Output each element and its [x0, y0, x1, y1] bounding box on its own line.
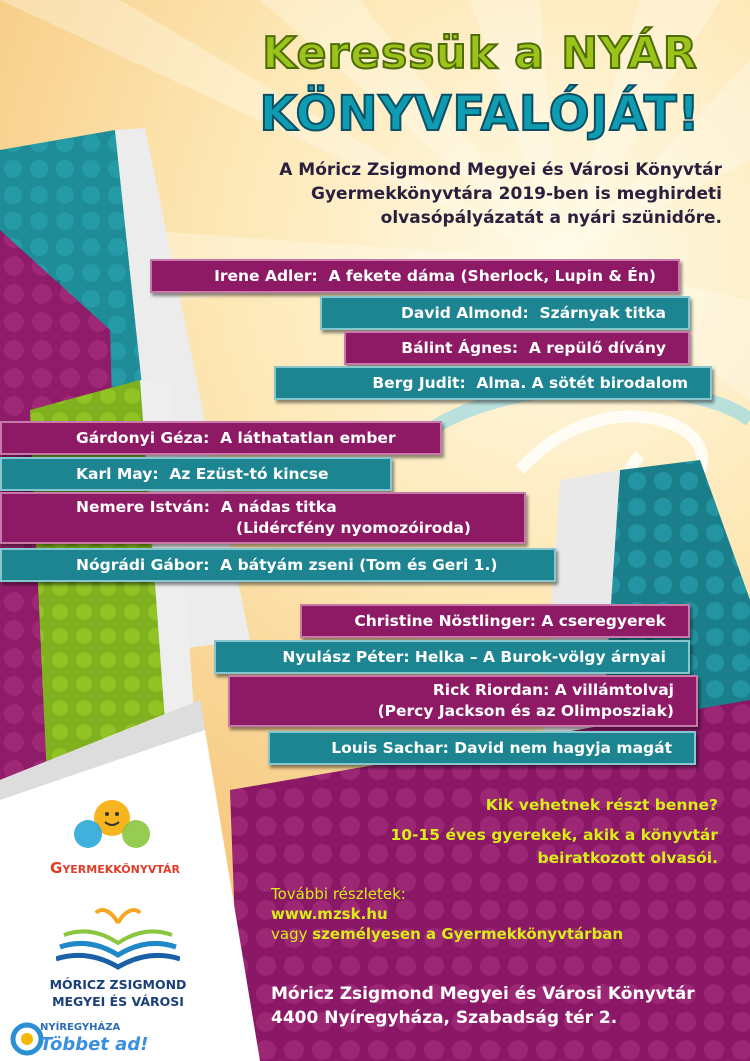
- more-info: [271, 884, 623, 944]
- book-title-7: Nemere István: A nádas titka: [76, 498, 337, 516]
- eligibility-answer: [390, 824, 718, 870]
- city-slogan: Többet ad!: [40, 1034, 149, 1055]
- book-title-8: Nógrádi Gábor: A bátyám zseni (Tom és Geri 1.): [76, 556, 498, 574]
- book-bar-5: [0, 421, 442, 455]
- intro-text: [260, 158, 722, 230]
- kids-library-logo-text: Gyermekkönyvtár: [50, 859, 180, 877]
- intro-line-2: Gyermekkönyvtára 2019-ben is meghirdeti: [311, 184, 722, 204]
- open-book-logo-icon: [56, 905, 180, 975]
- eligibility-question: Kik vehetnek részt benne?: [485, 796, 718, 814]
- more-info-prefix: vagy: [271, 925, 313, 943]
- eligibility-answer-line-1: 10-15 éves gyerekek, akik a könyvtár: [390, 826, 718, 844]
- address-line-2: 4400 Nyíregyháza, Szabadság tér 2.: [271, 1008, 618, 1028]
- more-info-place: személyesen a Gyermekkönyvtárban: [312, 925, 624, 943]
- library-logo-text: [40, 976, 196, 1010]
- book-title-1: Irene Adler: A fekete dáma (Sherlock, Lupin & Én): [214, 267, 656, 285]
- book-title-5: Gárdonyi Géza: A láthatatlan ember: [76, 429, 396, 447]
- more-info-label: További részletek:: [271, 885, 406, 903]
- headline-line-2: KÖNYVFALÓJÁT!: [259, 86, 701, 142]
- city-logo-icon: [10, 1022, 44, 1056]
- book-bar-1: [150, 259, 680, 293]
- book-bar-8: [0, 548, 556, 582]
- book-title-3: Bálint Ágnes: A repülő dívány: [401, 339, 666, 357]
- book-bar-12: [268, 731, 696, 765]
- book-bar-3: [344, 331, 690, 365]
- address-line-1: Móricz Zsigmond Megyei és Városi Könyvtár: [271, 984, 695, 1004]
- kids-library-logo-icon: [60, 792, 170, 858]
- book-title-12: Louis Sachar: David nem hagyja magát: [331, 739, 672, 757]
- book-title-4: Berg Judit: Alma. A sötét birodalom: [372, 374, 688, 392]
- website-link[interactable]: www.mzsk.hu: [271, 905, 388, 923]
- book-subtitle-7: (Lidércfény nyomozóiroda): [236, 519, 472, 537]
- book-subtitle-11: (Percy Jackson és az Olimposziak): [377, 702, 674, 720]
- intro-line-1: A Móricz Zsigmond Megyei és Városi Könyvtár: [279, 160, 722, 180]
- book-title-6: Karl May: Az Ezüst-tó kincse: [76, 465, 329, 483]
- library-address: [271, 982, 695, 1030]
- eligibility-answer-line-2: beiratkozott olvasói.: [537, 849, 718, 867]
- book-title-9: Christine Nöstlinger: A cseregyerek: [354, 612, 666, 630]
- book-bar-6: [0, 457, 392, 491]
- book-bar-2: [320, 296, 690, 330]
- book-title-10: Nyulász Péter: Helka – A Burok-völgy árnyai: [282, 648, 666, 666]
- library-logo-line-1: MÓRICZ ZSIGMOND: [49, 977, 187, 992]
- book-bar-11: [228, 675, 698, 727]
- book-bar-4: [274, 366, 712, 400]
- book-bar-9: [300, 604, 690, 638]
- headline-line-1: Keressük a NYÁR: [262, 28, 698, 79]
- city-name: NYÍREGYHÁZA: [40, 1022, 121, 1033]
- intro-line-3: olvasópályázatát a nyári szünidőre.: [380, 208, 722, 228]
- library-logo-line-2: MEGYEI ÉS VÁROSI: [52, 994, 184, 1009]
- book-bar-10: [214, 640, 690, 674]
- book-title-11: Rick Riordan: A villámtolvaj: [432, 681, 674, 699]
- book-bar-7: [0, 492, 526, 544]
- book-title-2: David Almond: Szárnyak titka: [401, 304, 666, 322]
